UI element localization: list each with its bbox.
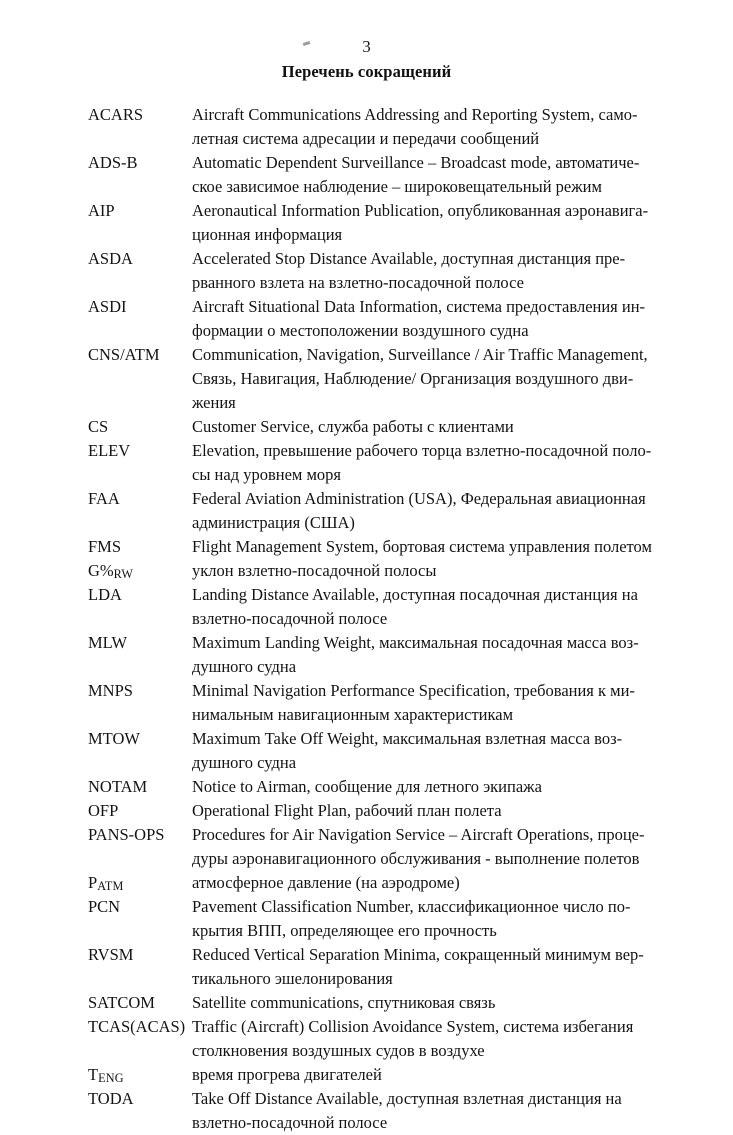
glossary-entry [88, 487, 692, 535]
glossary-term: TCAS(ACAS) [88, 1017, 186, 1036]
definition-line: Maximum Take Off Weight, максимальная взлетная масса воз- [192, 729, 623, 748]
glossary-entry [88, 535, 692, 559]
glossary-definition [192, 1087, 692, 1135]
glossary-definition [192, 823, 692, 871]
definition-line: сы над уровнем моря [192, 465, 341, 484]
glossary-term: PCN [88, 897, 121, 916]
glossary-entry [88, 871, 692, 895]
glossary-definition [192, 487, 692, 535]
definition-line: жения [192, 393, 236, 412]
definition-line: взлетно-посадочной полосе [192, 609, 388, 628]
glossary-definition [192, 559, 692, 583]
definition-line: Communication, Navigation, Surveillance / Air Traffic Management, [192, 345, 648, 364]
glossary-term: ACARS [88, 105, 144, 124]
definition-line: формации о местоположении воздушного судна [192, 321, 529, 340]
definition-line: столкновения воздушных судов в воздухе [192, 1041, 485, 1060]
glossary-definition [192, 895, 692, 943]
definition-line: уклон взлетно-посадочной полосы [192, 561, 437, 580]
glossary-definition [192, 991, 692, 1015]
glossary-entry [88, 1015, 692, 1063]
glossary-definition [192, 103, 692, 151]
definition-line: душного судна [192, 753, 297, 772]
glossary-entry [88, 1063, 692, 1087]
page-title: Перечень сокращений [281, 62, 452, 81]
definition-line: ское зависимое наблюдение – широковещательный режим [192, 177, 602, 196]
glossary-entry [88, 439, 692, 487]
definition-line: Federal Aviation Administration (USA), Федеральная авиационная [192, 489, 646, 508]
glossary-definition [192, 295, 692, 343]
definition-line: Flight Management System, бортовая система управления полетом [192, 537, 652, 556]
term-subscript: ATM [97, 879, 124, 894]
definition-line: летная система адресации и передачи сообщений [192, 129, 540, 148]
glossary-entry [88, 559, 692, 583]
glossary-term: FAA [88, 489, 120, 508]
glossary-term: ADS-B [88, 153, 138, 172]
definition-line: Pavement Classification Number, классификационное число по- [192, 897, 631, 916]
glossary-term: ASDA [88, 249, 133, 268]
glossary-definition [192, 1063, 692, 1087]
glossary-term: SATCOM [88, 993, 155, 1012]
glossary-entry [88, 895, 692, 943]
glossary-definition [192, 631, 692, 679]
glossary-term: ELEV [88, 441, 131, 460]
glossary-entry [88, 103, 692, 151]
glossary-term: AIP [88, 201, 115, 220]
term-subscript: ENG [98, 1071, 124, 1086]
definition-line: Minimal Navigation Performance Specification, требования к ми- [192, 681, 635, 700]
glossary-term: MNPS [88, 681, 133, 700]
glossary-entry [88, 799, 692, 823]
glossary-term: OFP [88, 801, 119, 820]
glossary-entry [88, 415, 692, 439]
definition-line: администрация (США) [192, 513, 355, 532]
definition-line: крытия ВПП, определяющее его прочность [192, 921, 497, 940]
glossary-definition [192, 439, 692, 487]
definition-line: Landing Distance Available, доступная посадочная дистанция на [192, 585, 638, 604]
definition-line: Operational Flight Plan, рабочий план полета [192, 801, 502, 820]
glossary-entry [88, 991, 692, 1015]
definition-line: дуры аэронавигационного обслуживания - выполнение полетов [192, 849, 640, 868]
glossary-entry [88, 247, 692, 295]
definition-line: Accelerated Stop Distance Available, доступная дистанция пре- [192, 249, 626, 268]
definition-line: атмосферное давление (на аэродроме) [192, 873, 460, 892]
glossary-definition [192, 1015, 692, 1063]
glossary-term: FMS [88, 537, 122, 556]
glossary-term: MTOW [88, 729, 140, 748]
definition-line: тикального эшелонирования [192, 969, 393, 988]
definition-line: Traffic (Aircraft) Collision Avoidance System, система избегания [192, 1017, 634, 1036]
page-number: 3 [362, 37, 371, 56]
glossary-definition [192, 151, 692, 199]
definition-line: Satellite communications, спутниковая связь [192, 993, 496, 1012]
glossary-term: LDA [88, 585, 122, 604]
glossary-entry [88, 295, 692, 343]
glossary-term: TODA [88, 1089, 134, 1108]
definition-line: Maximum Landing Weight, максимальная посадочная масса воз- [192, 633, 639, 652]
definition-line: Aircraft Situational Data Information, система предоставления ин- [192, 297, 646, 316]
glossary-definition [192, 871, 692, 895]
term-subscript: RW [113, 567, 134, 582]
glossary-list [88, 103, 692, 1135]
glossary-entry [88, 943, 692, 991]
glossary-entry [88, 823, 692, 871]
glossary-definition [192, 799, 692, 823]
glossary-entry [88, 343, 692, 415]
definition-line: Take Off Distance Available, доступная взлетная дистанция на [192, 1089, 622, 1108]
definition-line: Aircraft Communications Addressing and Reporting System, само- [192, 105, 638, 124]
glossary-definition [192, 199, 692, 247]
glossary-definition [192, 415, 692, 439]
glossary-entry [88, 631, 692, 679]
glossary-term: NOTAM [88, 777, 148, 796]
glossary-entry [88, 151, 692, 199]
glossary-entry [88, 679, 692, 727]
glossary-term: CS [88, 417, 109, 436]
glossary-definition [192, 679, 692, 727]
glossary-entry [88, 199, 692, 247]
glossary-term: PANS-OPS [88, 825, 165, 844]
glossary-definition [192, 247, 692, 295]
glossary-definition [192, 775, 692, 799]
glossary-entry [88, 583, 692, 631]
definition-line: душного судна [192, 657, 297, 676]
definition-line: Automatic Dependent Surveillance – Broadcast mode, автоматиче- [192, 153, 640, 172]
definition-line: рванного взлета на взлетно-посадочной полосе [192, 273, 524, 292]
definition-line: Elevation, превышение рабочего торца взлетно-посадочной поло- [192, 441, 652, 460]
definition-line: Procedures for Air Navigation Service – Aircraft Operations, проце- [192, 825, 645, 844]
glossary-entry [88, 775, 692, 799]
glossary-entry [88, 727, 692, 775]
glossary-term: ASDI [88, 297, 127, 316]
definition-line: ционная информация [192, 225, 343, 244]
glossary-entry [88, 1087, 692, 1135]
glossary-definition [192, 727, 692, 775]
term-base: P [88, 873, 98, 892]
glossary-term: MLW [88, 633, 128, 652]
definition-line: нимальным навигационным характеристикам [192, 705, 514, 724]
glossary-definition [192, 943, 692, 991]
definition-line: Связь, Навигация, Наблюдение/ Организация воздушного дви- [192, 369, 634, 388]
glossary-term: CNS/ATM [88, 345, 160, 364]
definition-line: Customer Service, служба работы с клиентами [192, 417, 514, 436]
glossary-definition [192, 343, 692, 415]
glossary-definition [192, 583, 692, 631]
glossary-term: RVSM [88, 945, 134, 964]
term-base: T [88, 1065, 99, 1084]
glossary-definition [192, 535, 692, 559]
definition-line: взлетно-посадочной полосе [192, 1113, 388, 1132]
definition-line: Notice to Airman, сообщение для летного экипажа [192, 777, 542, 796]
definition-line: Aeronautical Information Publication, опубликованная аэронавига- [192, 201, 649, 220]
definition-line: время прогрева двигателей [192, 1065, 382, 1084]
term-base: G% [88, 561, 114, 580]
definition-line: Reduced Vertical Separation Minima, сокращенный минимум вер- [192, 945, 644, 964]
